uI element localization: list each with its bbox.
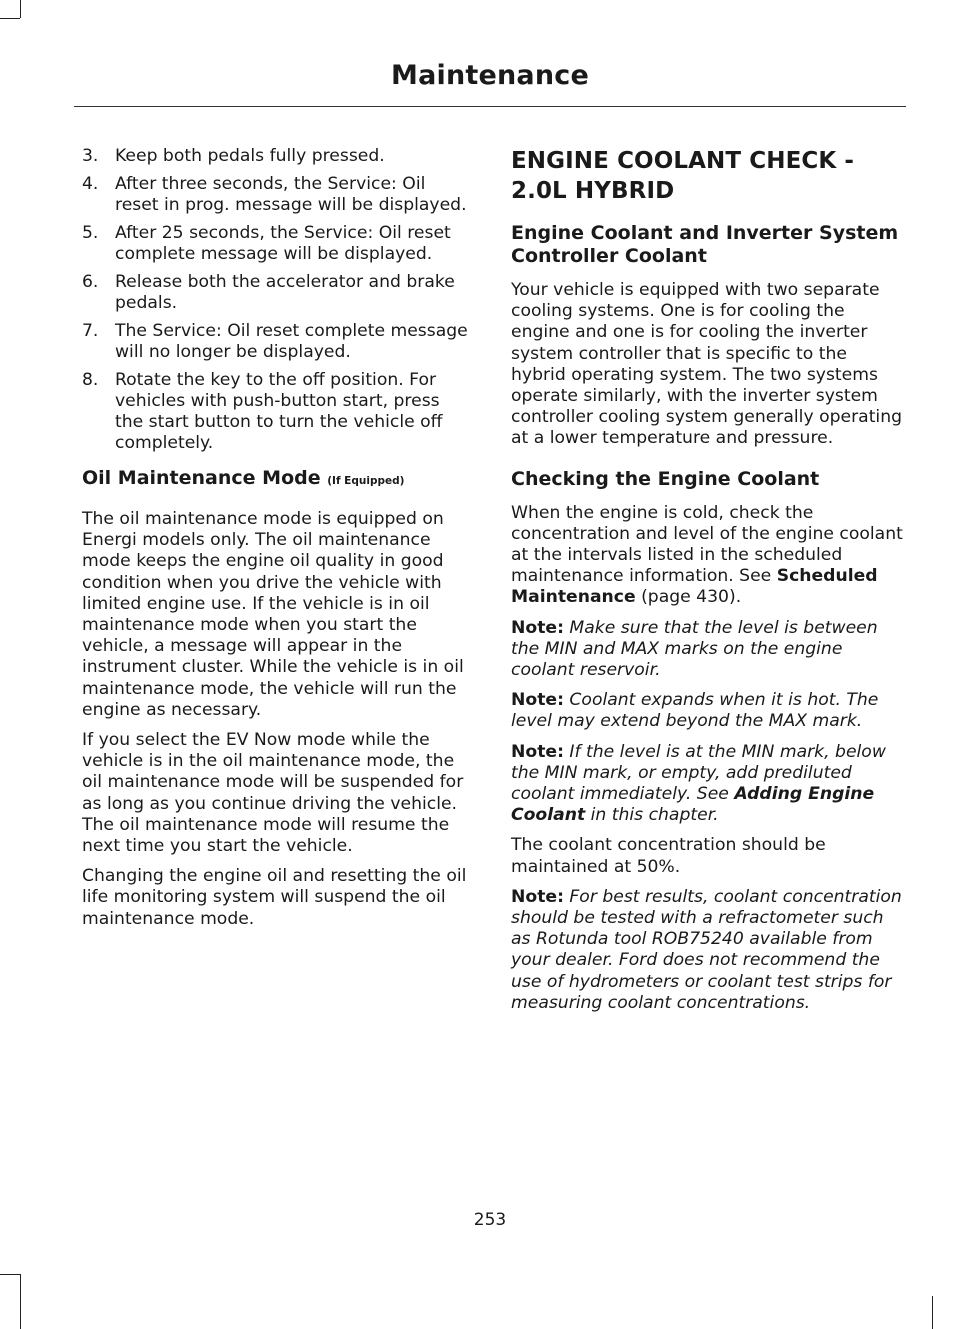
step-text: Release both the accelerator and brake pedals. bbox=[115, 272, 455, 313]
step-text: After 25 seconds, the Service: Oil reset complete message will be displayed. bbox=[115, 223, 451, 264]
paragraph: Your vehicle is equipped with two separate cooling systems. One is for cooling the engine and one is for cooling the inverter system controller that is specific to the hybrid operating system. The two systems operate similarly, with the inverter system controller cooling system generally operating at a lower temperature and pressure. bbox=[511, 280, 903, 449]
step-number: 8. bbox=[82, 370, 99, 390]
note bbox=[511, 618, 903, 682]
page-number: 253 bbox=[473, 1210, 507, 1230]
header-divider bbox=[74, 106, 906, 107]
note bbox=[511, 887, 903, 1014]
page-reference: (page 430). bbox=[635, 587, 742, 608]
paragraph bbox=[511, 503, 903, 609]
crop-mark bbox=[0, 1274, 20, 1275]
subsection-heading: Checking the Engine Coolant bbox=[511, 467, 820, 490]
cross-reference-link[interactable]: Adding Engine Coolant bbox=[511, 784, 875, 826]
note-label: Note: bbox=[511, 886, 564, 907]
oil-maintenance-heading bbox=[82, 467, 472, 493]
paragraph: If you select the EV Now mode while the vehicle is in the oil maintenance mode, the oil maintenance mode will be suspended for as long as you continue driving the vehicle. The oil maintenance mode will resume the next time you start the vehicle. bbox=[82, 730, 464, 857]
right-column bbox=[511, 146, 903, 1023]
list-item bbox=[82, 370, 472, 454]
note-label: Note: bbox=[511, 617, 564, 638]
section-heading: ENGINE COOLANT CHECK - 2.0L HYBRID bbox=[511, 148, 855, 204]
step-number: 6. bbox=[82, 272, 99, 292]
paragraph-text: When the engine is cold, check the concentration and level of the engine coolant at the intervals listed in the scheduled maintenance information. See bbox=[511, 502, 903, 587]
note bbox=[511, 742, 903, 827]
note-text: If the level is at the MIN mark, below the MIN mark, or empty, add prediluted coolant immediately. See bbox=[511, 741, 886, 805]
note-text: For best results, coolant concentration should be tested with a refractometer such as Rotunda tool ROB75240 available from your dealer. Ford does not recommend the use of hydrometers or coolant test strips for measuring coolant concentrations. bbox=[511, 886, 902, 1013]
step-text: Keep both pedals fully pressed. bbox=[115, 146, 385, 166]
heading-text: Oil Maintenance Mode bbox=[82, 467, 321, 489]
step-text: After three seconds, the Service: Oil reset in prog. message will be displayed. bbox=[115, 174, 467, 215]
note-text: Coolant expands when it is hot. The level may extend beyond the MAX mark. bbox=[511, 690, 879, 732]
step-number: 7. bbox=[82, 321, 99, 341]
crop-mark bbox=[20, 1274, 21, 1329]
note-text: in this chapter. bbox=[585, 805, 719, 826]
note-label: Note: bbox=[511, 690, 564, 711]
paragraph: The oil maintenance mode is equipped on Energi models only. The oil maintenance mode keeps the engine oil quality in good condition when you drive the vehicle with limited engine use. If the vehicle is in oil maintenance mode when you start the vehicle, a message will appear in the instrument cluster. While the vehicle is in oil maintenance mode, the vehicle will run the engine as necessary. bbox=[82, 509, 464, 720]
step-text: Rotate the key to the off position. For vehicles with push-button start, press the start button to turn the vehicle off completely. bbox=[115, 370, 443, 453]
subsection-heading: Engine Coolant and Inverter System Controller Coolant bbox=[511, 222, 899, 267]
page-title: Maintenance bbox=[391, 60, 589, 91]
step-number: 4. bbox=[82, 174, 99, 194]
list-item bbox=[82, 272, 472, 314]
crop-mark bbox=[20, 0, 21, 18]
list-item bbox=[82, 321, 472, 363]
crop-mark bbox=[0, 18, 20, 19]
crop-mark bbox=[932, 1296, 933, 1329]
list-item bbox=[82, 146, 472, 167]
note-label: Note: bbox=[511, 741, 564, 762]
paragraph: The coolant concentration should be maintained at 50%. bbox=[511, 835, 826, 877]
note-text: Make sure that the level is between the MIN and MAX marks on the engine coolant reservoir. bbox=[511, 617, 878, 681]
step-number: 5. bbox=[82, 223, 99, 243]
step-text: The Service: Oil reset complete message will no longer be displayed. bbox=[115, 321, 468, 362]
list-item bbox=[82, 174, 472, 216]
left-column bbox=[82, 146, 472, 939]
step-number: 3. bbox=[82, 146, 99, 166]
step-list bbox=[82, 146, 472, 454]
heading-qualifier: (If Equipped) bbox=[327, 475, 405, 487]
cross-reference-link[interactable]: Scheduled Maintenance bbox=[511, 566, 878, 608]
list-item bbox=[82, 223, 472, 265]
paragraph: Changing the engine oil and resetting the oil life monitoring system will suspend the oil maintenance mode. bbox=[82, 866, 467, 929]
note bbox=[511, 690, 903, 732]
